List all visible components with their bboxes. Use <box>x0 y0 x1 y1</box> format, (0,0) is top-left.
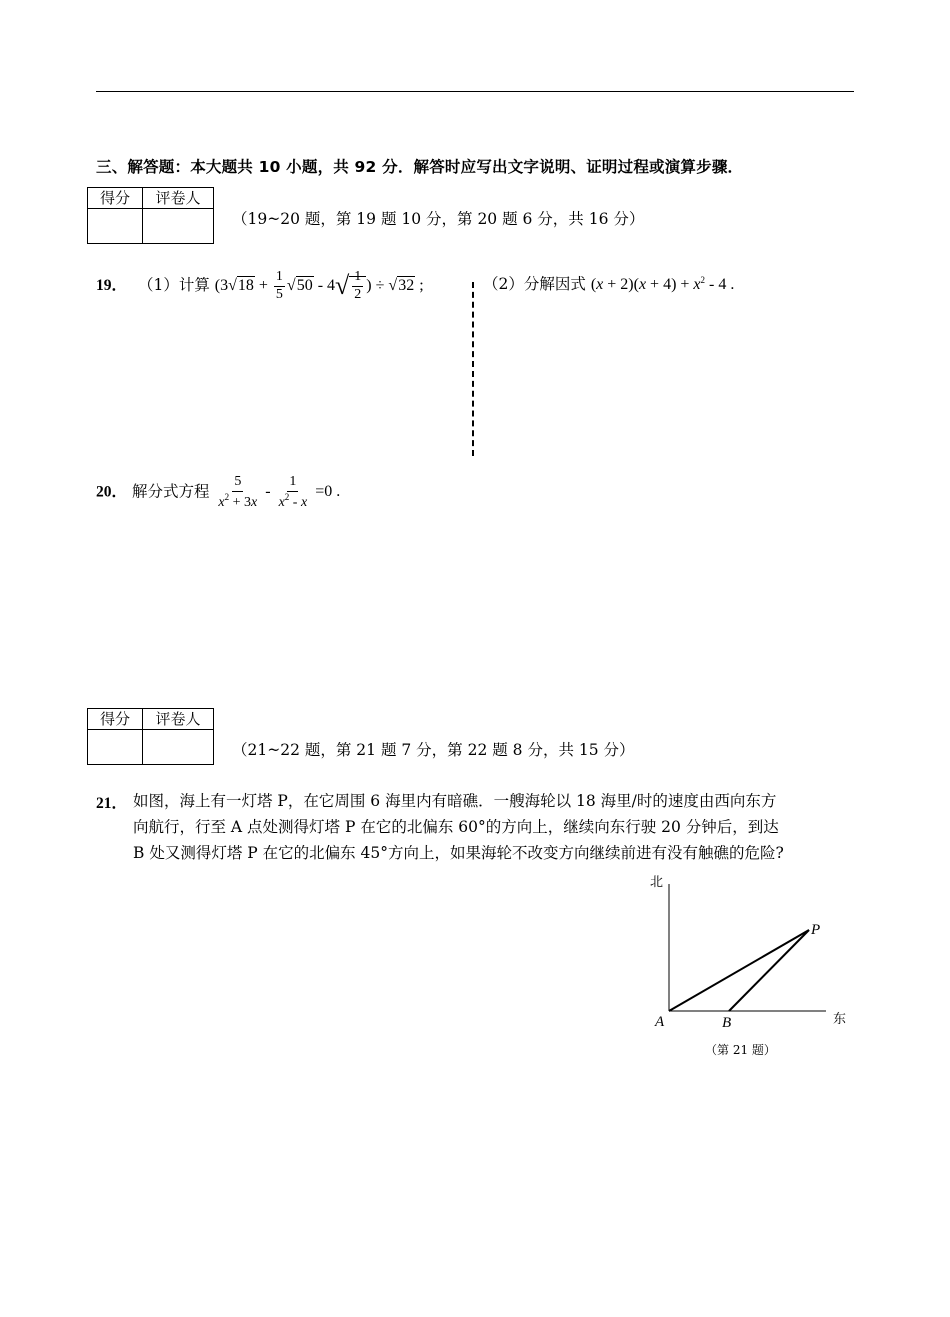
line-ap <box>669 930 809 1011</box>
question-19-part1 <box>96 270 424 302</box>
point-a-label: A <box>655 1014 665 1030</box>
divider-dashed <box>472 282 474 456</box>
north-label: 北 <box>650 875 664 890</box>
east-label: 东 <box>833 1012 847 1027</box>
question-number: 20． <box>96 483 128 501</box>
q21-line3: B 处又测得灯塔 P 在它的北偏东 45°方向上，如果海轮不改变方向继续前进有没有触礁的危险? <box>133 844 784 862</box>
score-header: 得分 <box>88 188 143 209</box>
score-table-1 <box>87 187 214 244</box>
top-rule <box>96 91 854 92</box>
line-bp <box>729 930 809 1011</box>
score-cell[interactable] <box>88 209 143 244</box>
q20-equation: $\frac{5}{x^2 + 3x}$ - $\frac{1}{x^2 - x}$ =0 . <box>218 474 341 510</box>
grader-cell[interactable] <box>143 730 214 765</box>
part2-label: （2）分解因式 <box>483 275 586 293</box>
point-b-label: B <box>722 1015 732 1031</box>
point-p-label: P <box>811 922 821 938</box>
figure-caption: （第 21 题） <box>705 1043 776 1057</box>
question-20 <box>96 475 340 510</box>
part1-expression: (3√18 + $\frac{1}{5}$ √50 - 4√ $\frac{1}{2}$ ) ÷ √32 ; <box>214 269 424 302</box>
score-cell[interactable] <box>88 730 143 765</box>
question-number: 19． <box>96 276 128 294</box>
question-number: 21． <box>96 795 128 812</box>
part2-expression: $(x + 2)(x + 4) + x^2 - 4$ . <box>590 275 735 293</box>
question-21-number <box>96 791 127 813</box>
group1-note: （19~20 题，第 19 题 10 分，第 20 题 6 分，共 16 分） <box>232 210 645 228</box>
grader-header: 评卷人 <box>143 709 214 730</box>
part1-label: （1）计算 <box>137 275 210 294</box>
grader-header: 评卷人 <box>143 188 214 209</box>
score-header: 得分 <box>88 709 143 730</box>
score-table-2 <box>87 708 214 765</box>
group2-note: （21~22 题，第 21 题 7 分，第 22 题 8 分，共 15 分） <box>232 741 635 759</box>
question-19-part2 <box>483 272 734 294</box>
q21-figure <box>640 870 860 1070</box>
q20-label: 解分式方程 <box>131 482 210 501</box>
q21-line1: 如图，海上有一灯塔 P，在它周围 6 海里内有暗礁．一艘海轮以 18 海里/时的速度由西向东方 <box>133 792 777 810</box>
q21-line2: 向航行，行至 A 点处测得灯塔 P 在它的北偏东 60°的方向上，继续向东行驶 20 分钟后，到达 <box>133 818 779 836</box>
section-title: 三、解答题：本大题共 10 小题，共 92 分．解答时应写出文字说明、证明过程或演算步骤． <box>96 158 744 176</box>
grader-cell[interactable] <box>143 209 214 244</box>
